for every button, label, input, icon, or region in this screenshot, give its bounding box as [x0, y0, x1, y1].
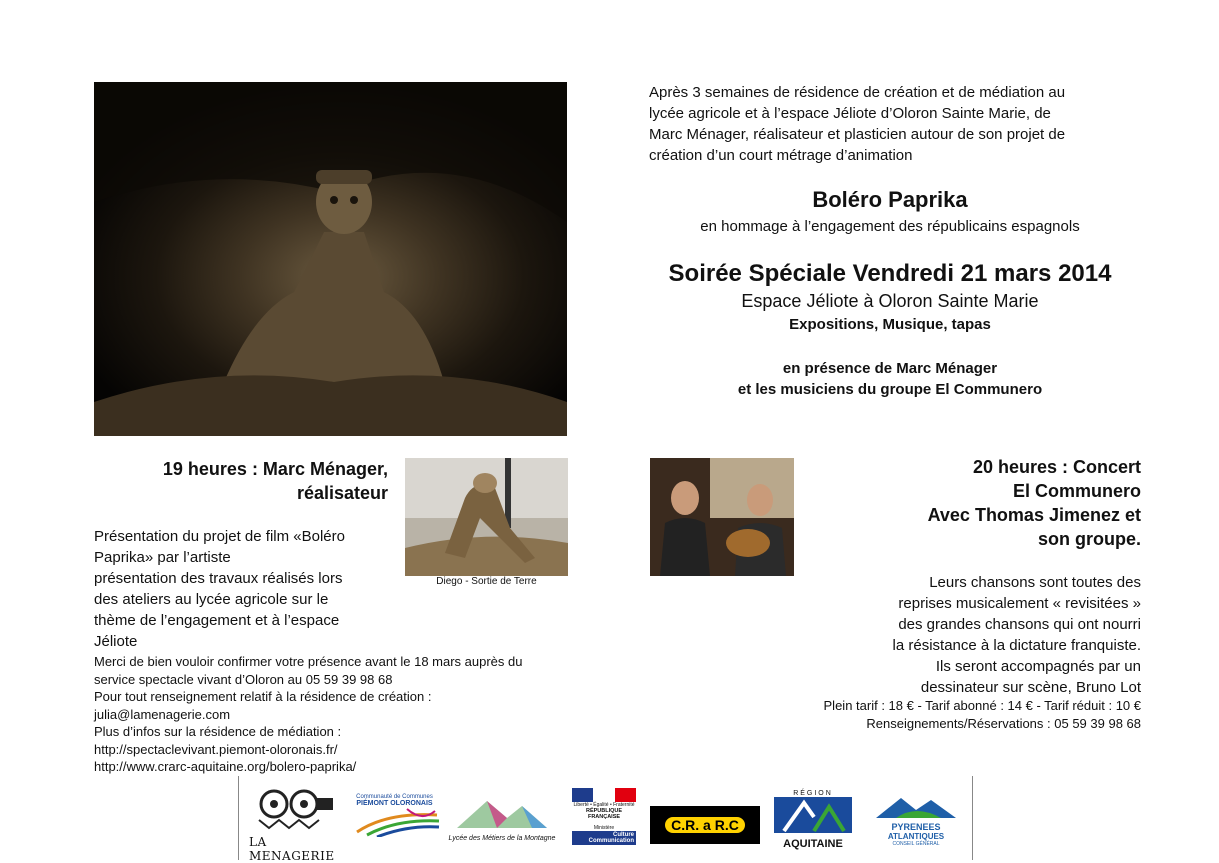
contact-link[interactable]: http://spectaclevivant.piemont-oloronais.fr/ — [94, 741, 338, 757]
intro-line: lycée agricole et à l’espace Jéliote d’Oloron Sainte Marie, de — [649, 105, 1051, 122]
piemont-logo — [347, 794, 442, 849]
presence-line: en présence de Marc Ménager — [782, 360, 998, 377]
presence-line: et les musiciens du groupe El Communero — [737, 381, 1043, 398]
lycee-name: Lycée des Métiers de la Montagne — [448, 835, 556, 842]
region-label: RÉGION — [793, 790, 833, 797]
heading-20h — [860, 455, 1141, 551]
pyrenees-line1: PYRENEES — [891, 822, 941, 832]
intro-line: Marc Ménager, réalisateur et plasticien autour de son projet de — [649, 126, 1066, 143]
aquitaine-name: AQUITAINE — [783, 838, 843, 850]
culture-label-2: Communication — [588, 838, 634, 844]
concert-line: dessinateur sur scène, Bruno Lot — [920, 679, 1141, 696]
aquitaine-logo — [774, 790, 852, 856]
pyrenees-logo — [871, 794, 961, 856]
event-presence — [600, 358, 1180, 400]
sculpture-thumbnail — [405, 458, 568, 576]
film-subtitle: en hommage à l’engagement des républicains espagnols — [700, 218, 1080, 235]
presentation-text — [94, 526, 394, 652]
ministere-logo — [572, 788, 636, 856]
hero-photo — [94, 82, 567, 436]
crarc-logo — [650, 806, 760, 844]
presentation-line: Jéliote — [94, 633, 138, 650]
culture-label-1: Culture — [613, 832, 634, 838]
presentation-line: Présentation du projet de film «Boléro — [94, 528, 345, 545]
concert-thumbnail — [650, 458, 794, 576]
heading-20h-line: son groupe. — [1038, 529, 1141, 549]
film-title: Boléro Paprika — [812, 187, 968, 212]
heading-20h-line: El Communero — [1012, 481, 1141, 501]
menagerie-name: LA MENAGERIE — [249, 835, 335, 863]
intro-text — [649, 82, 1139, 166]
concert-line: Ils seront accompagnés par un — [935, 658, 1141, 675]
price-line: Plein tarif : 18 € - Tarif abonné : 14 € - Tarif réduit : 10 € — [823, 698, 1141, 713]
presentation-line: thème de l’engagement et à l’espace — [94, 612, 340, 629]
menagerie-logo — [249, 786, 339, 863]
presentation-line: des ateliers au lycée agricole sur le — [94, 591, 329, 608]
concert-line: la résistance à la dictature franquiste. — [892, 637, 1141, 654]
presentation-line: Paprika» par l’artiste — [94, 549, 231, 566]
intro-line: Après 3 semaines de résidence de création et de médiation au — [649, 84, 1066, 101]
sculpture-caption: Diego - Sortie de Terre — [436, 576, 537, 587]
ministere-label: Ministère — [593, 825, 615, 831]
contact-line: Pour tout renseignement relatif à la résidence de création : — [94, 689, 432, 704]
concert-line: Leurs chansons sont toutes des — [929, 574, 1141, 591]
contact-line: Plus d’infos sur la résidence de médiation : — [94, 724, 342, 739]
intro-line: création d’un court métrage d’animation — [649, 147, 913, 164]
partner-logos — [238, 776, 973, 863]
piemont-top: Communauté de Communes — [356, 794, 433, 800]
heading-20h-line: Avec Thomas Jimenez et — [927, 505, 1141, 525]
contact-email[interactable]: julia@lamenagerie.com — [94, 706, 231, 722]
contact-line: Merci de bien vouloir confirmer votre présence avant le 18 mars auprès du — [94, 654, 523, 669]
contact-link[interactable]: http://www.crarc-aquitaine.org/bolero-paprika/ — [94, 759, 357, 774]
presentation-line: présentation des travaux réalisés lors — [94, 570, 343, 587]
crarc-name: C.R. a R.C — [665, 817, 745, 833]
pricing-info — [760, 697, 1141, 733]
pyrenees-line2: ATLANTIQUES — [887, 832, 945, 841]
contact-info — [94, 653, 574, 776]
event-venue: Espace Jéliote à Oloron Sainte Marie — [741, 291, 1039, 311]
contact-line: service spectacle vivant d’Oloron au 05 59 39 98 68 — [94, 671, 393, 687]
lycee-logo — [447, 796, 557, 856]
heading-19h-line: 19 heures : Marc Ménager, — [162, 459, 388, 479]
concert-description — [840, 572, 1141, 698]
pyrenees-line3: CONSEIL GÉNÉRAL — [892, 841, 940, 847]
piemont-name: PIÉMONT OLORONAIS — [356, 800, 433, 807]
concert-line: reprises musicalement « revisitées » — [898, 595, 1141, 612]
heading-20h-line: 20 heures : Concert — [972, 457, 1141, 477]
rf-name: RÉPUBLIQUE FRANÇAISE — [585, 808, 623, 820]
event-title: Soirée Spéciale Vendredi 21 mars 2014 — [668, 260, 1112, 287]
concert-line: des grandes chansons qui ont nourri — [898, 616, 1141, 633]
rf-motto: Liberté • Égalité • Fraternité — [573, 802, 635, 808]
heading-19h — [94, 457, 388, 505]
heading-19h-line: réalisateur — [296, 483, 388, 503]
event-program: Expositions, Musique, tapas — [789, 316, 991, 333]
reservation-line: Renseignements/Réservations : 05 59 39 98 68 — [866, 716, 1141, 731]
